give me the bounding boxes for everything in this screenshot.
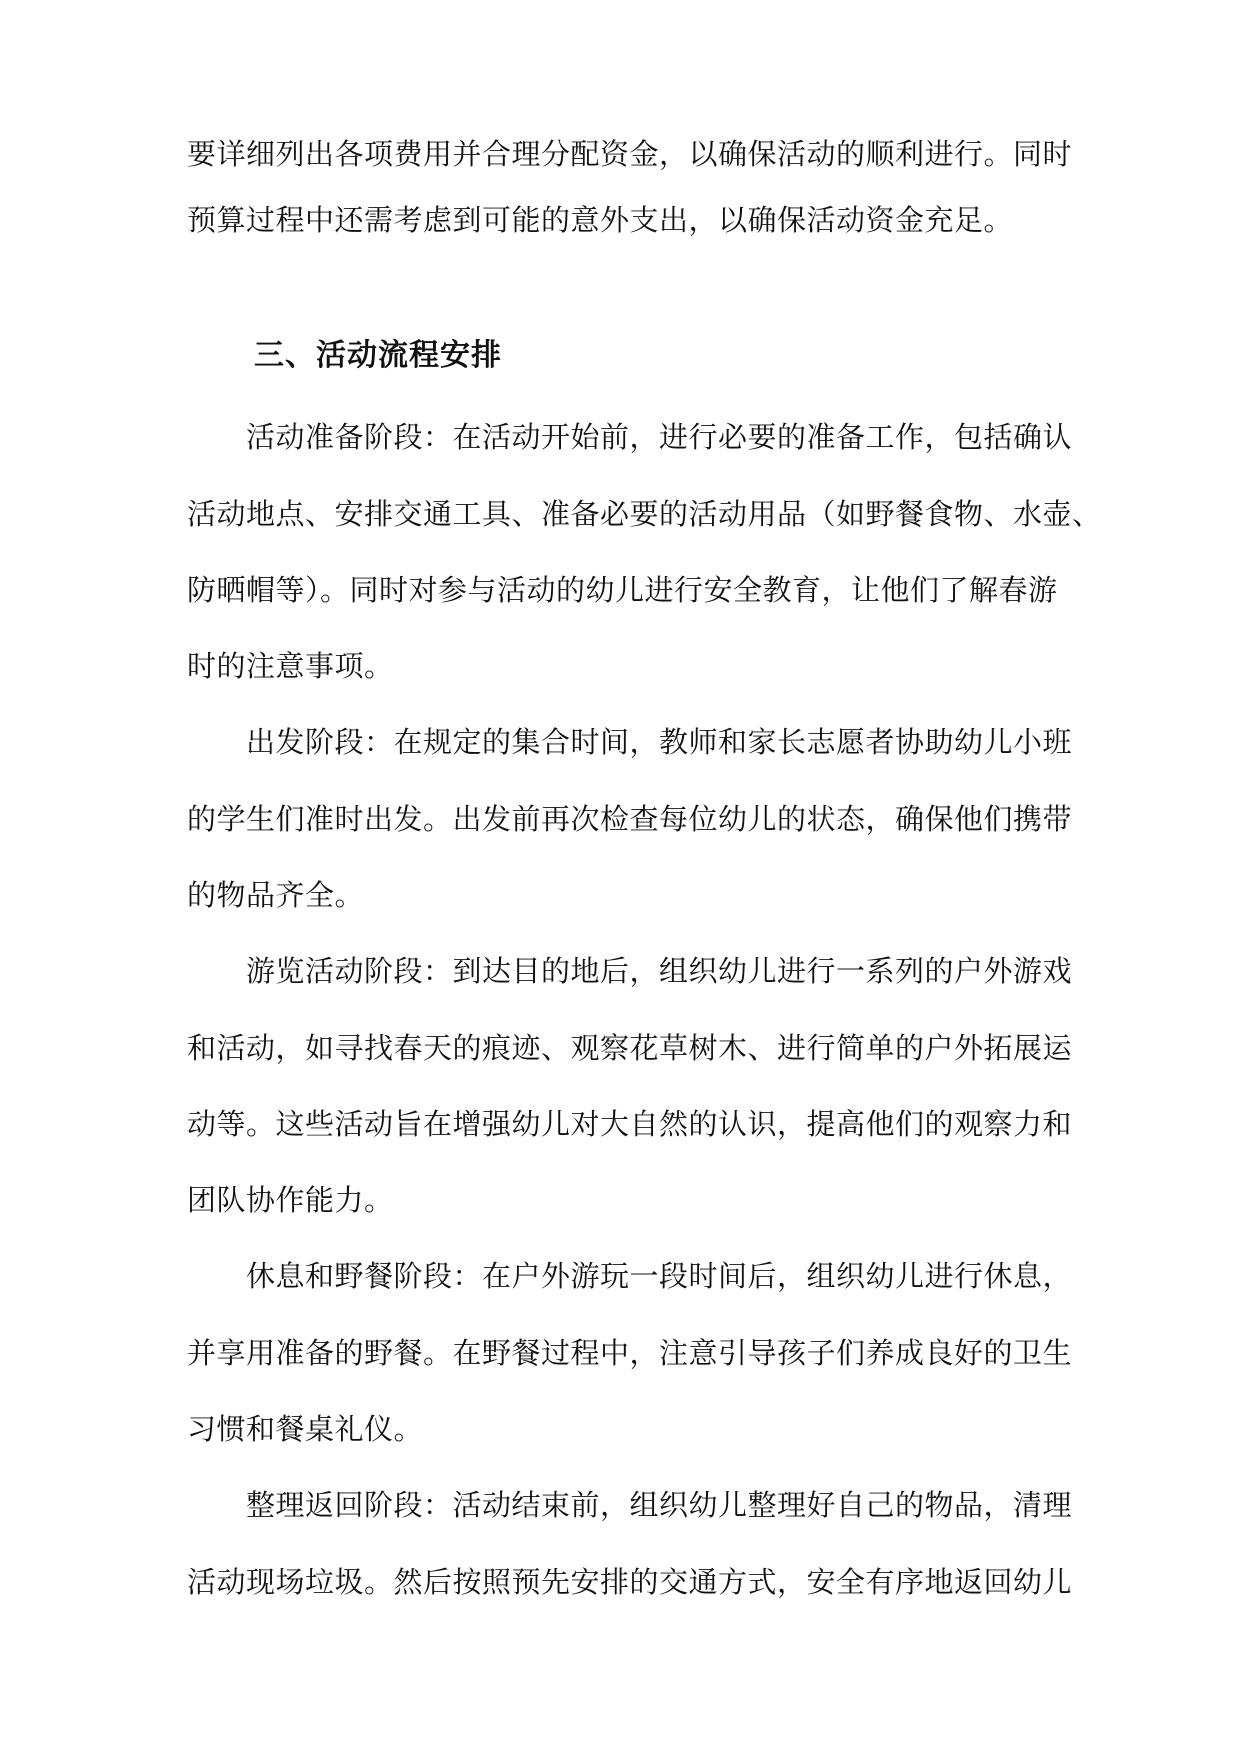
intro-line: 要详细列出各项费用并合理分配资金，以确保活动的顺利进行。同时 xyxy=(187,137,1073,171)
paragraph-line: 活动现场垃圾。然后按照预先安排的交通方式，安全有序地返回幼儿 xyxy=(187,1565,1073,1599)
paragraph-line: 习惯和餐桌礼仪。 xyxy=(187,1412,424,1446)
paragraph-line: 整理返回阶段：活动结束前，组织幼儿整理好自己的物品，清理 xyxy=(246,1488,1073,1522)
paragraph-line: 的物品齐全。 xyxy=(187,878,365,912)
paragraph-line: 和活动，如寻找春天的痕迹、观察花草树木、进行简单的户外拓展运 xyxy=(187,1031,1073,1065)
paragraph-line: 游览活动阶段：到达目的地后，组织幼儿进行一系列的户外游戏 xyxy=(246,954,1073,988)
paragraph-line: 动等。这些活动旨在增强幼儿对大自然的认识，提高他们的观察力和 xyxy=(187,1107,1073,1141)
section-heading: 三、活动流程安排 xyxy=(254,338,502,373)
paragraph-line: 活动地点、安排交通工具、准备必要的活动用品（如野餐食物、水壶、 xyxy=(187,497,1102,531)
paragraph-line: 出发阶段：在规定的集合时间，教师和家长志愿者协助幼儿小班 xyxy=(246,725,1073,759)
paragraph-line: 休息和野餐阶段：在户外游玩一段时间后，组织幼儿进行休息， xyxy=(246,1259,1073,1293)
paragraph-line: 活动准备阶段：在活动开始前，进行必要的准备工作，包括确认 xyxy=(246,420,1073,454)
paragraph-line: 防晒帽等）。同时对参与活动的幼儿进行安全教育，让他们了解春游 xyxy=(187,573,1058,607)
paragraph-line: 的学生们准时出发。出发前再次检查每位幼儿的状态，确保他们携带 xyxy=(187,802,1073,836)
intro-line: 预算过程中还需考虑到可能的意外支出，以确保活动资金充足。 xyxy=(187,203,1014,237)
paragraph-line: 团队协作能力。 xyxy=(187,1183,394,1217)
paragraph-line: 时的注意事项。 xyxy=(187,649,394,683)
paragraph-line: 并享用准备的野餐。在野餐过程中，注意引导孩子们养成良好的卫生 xyxy=(187,1336,1073,1370)
